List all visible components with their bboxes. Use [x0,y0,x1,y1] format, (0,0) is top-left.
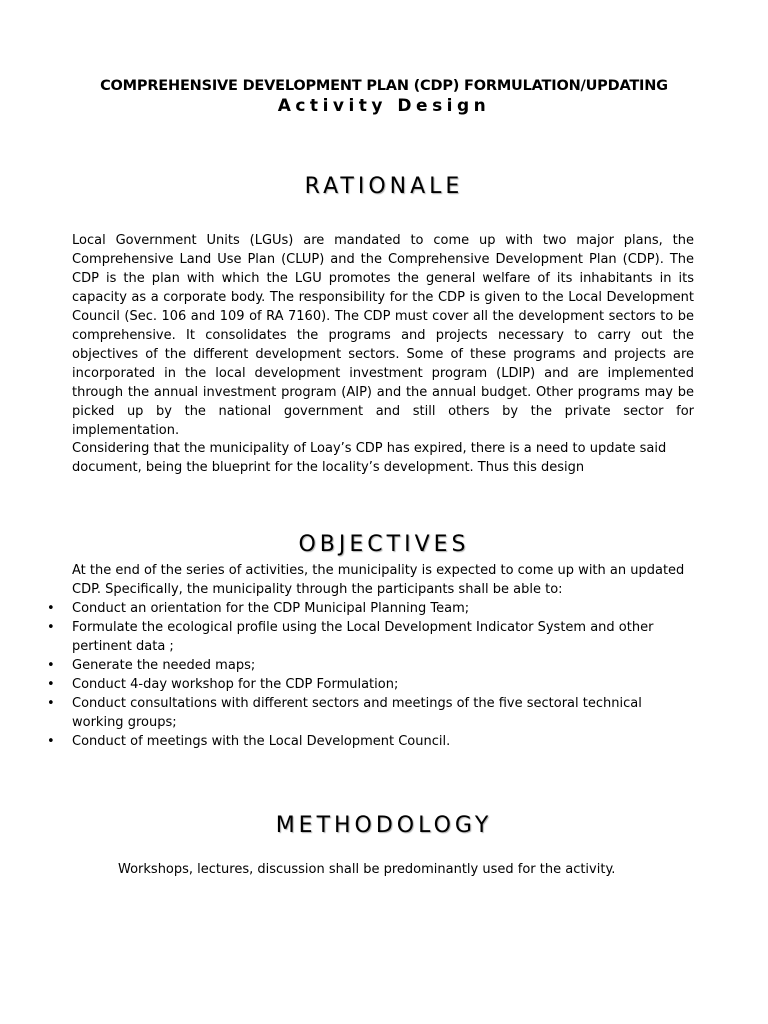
objectives-list [0,599,768,751]
objectives-heading: OBJECTIVES [298,532,470,557]
rationale-paragraph-2: Considering that the municipality of Loay’s CDP has expired, there is a need to update said document, being the blueprint for the locality’s development. Thus this design [72,441,667,475]
rationale-paragraph-1: Local Government Units (LGUs) are mandated to come up with two major plans, the Comprehensive Land Use Plan (CLUP) and the Comprehensive Development Plan (CDP). The CDP is the plan with which the LGU promotes the general welfare of its inhabitants in its capacity as a corporate body. The responsibility for the CDP is given to the Local Development Council (Sec. 106 and 109 of RA 7160). The CDP must cover all the development sectors to be comprehensive. It consolidates the programs and projects necessary to carry out the objectives of the different development sectors. Some of these programs and projects are incorporated in the local development investment program (LDIP) and are implemented through the annual investment program (AIP) and the annual budget. Other programs may be picked up by the national government and still others by the private sector for implementation. [72,233,694,438]
bullet-icon: • [47,677,55,692]
list-item [0,732,682,751]
list-item-text: Conduct an orientation for the CDP Municipal Planning Team; [72,601,470,616]
list-item [0,675,682,694]
methodology-text: Workshops, lectures, discussion shall be predominantly used for the activity. [118,862,616,877]
document-title: COMPREHENSIVE DEVELOPMENT PLAN (CDP) FORMULATION/UPDATING [100,78,668,94]
bullet-icon: • [47,620,55,635]
list-item [0,599,682,618]
bullet-icon: • [47,696,55,711]
list-item [0,656,682,675]
bullet-icon: • [47,658,55,673]
list-item-text: Formulate the ecological profile using the Local Development Indicator System and other pertinent data ; [72,620,654,654]
document-subtitle: Activity Design [277,96,491,116]
methodology-heading: METHODOLOGY [275,813,493,838]
list-item-text: Conduct 4-day workshop for the CDP Formulation; [72,677,399,692]
list-item-text: Conduct consultations with different sectors and meetings of the five sectoral technical working groups; [72,696,642,730]
list-item [0,618,682,656]
rationale-heading: RATIONALE [304,174,464,199]
list-item-text: Conduct of meetings with the Local Development Council. [72,734,451,749]
bullet-icon: • [47,734,55,749]
list-item [0,694,682,732]
objectives-intro: At the end of the series of activities, the municipality is expected to come up with an updated CDP. Specifically, the municipality through the participants shall be able to: [72,563,685,597]
list-item-text: Generate the needed maps; [72,658,256,673]
bullet-icon: • [47,601,55,616]
